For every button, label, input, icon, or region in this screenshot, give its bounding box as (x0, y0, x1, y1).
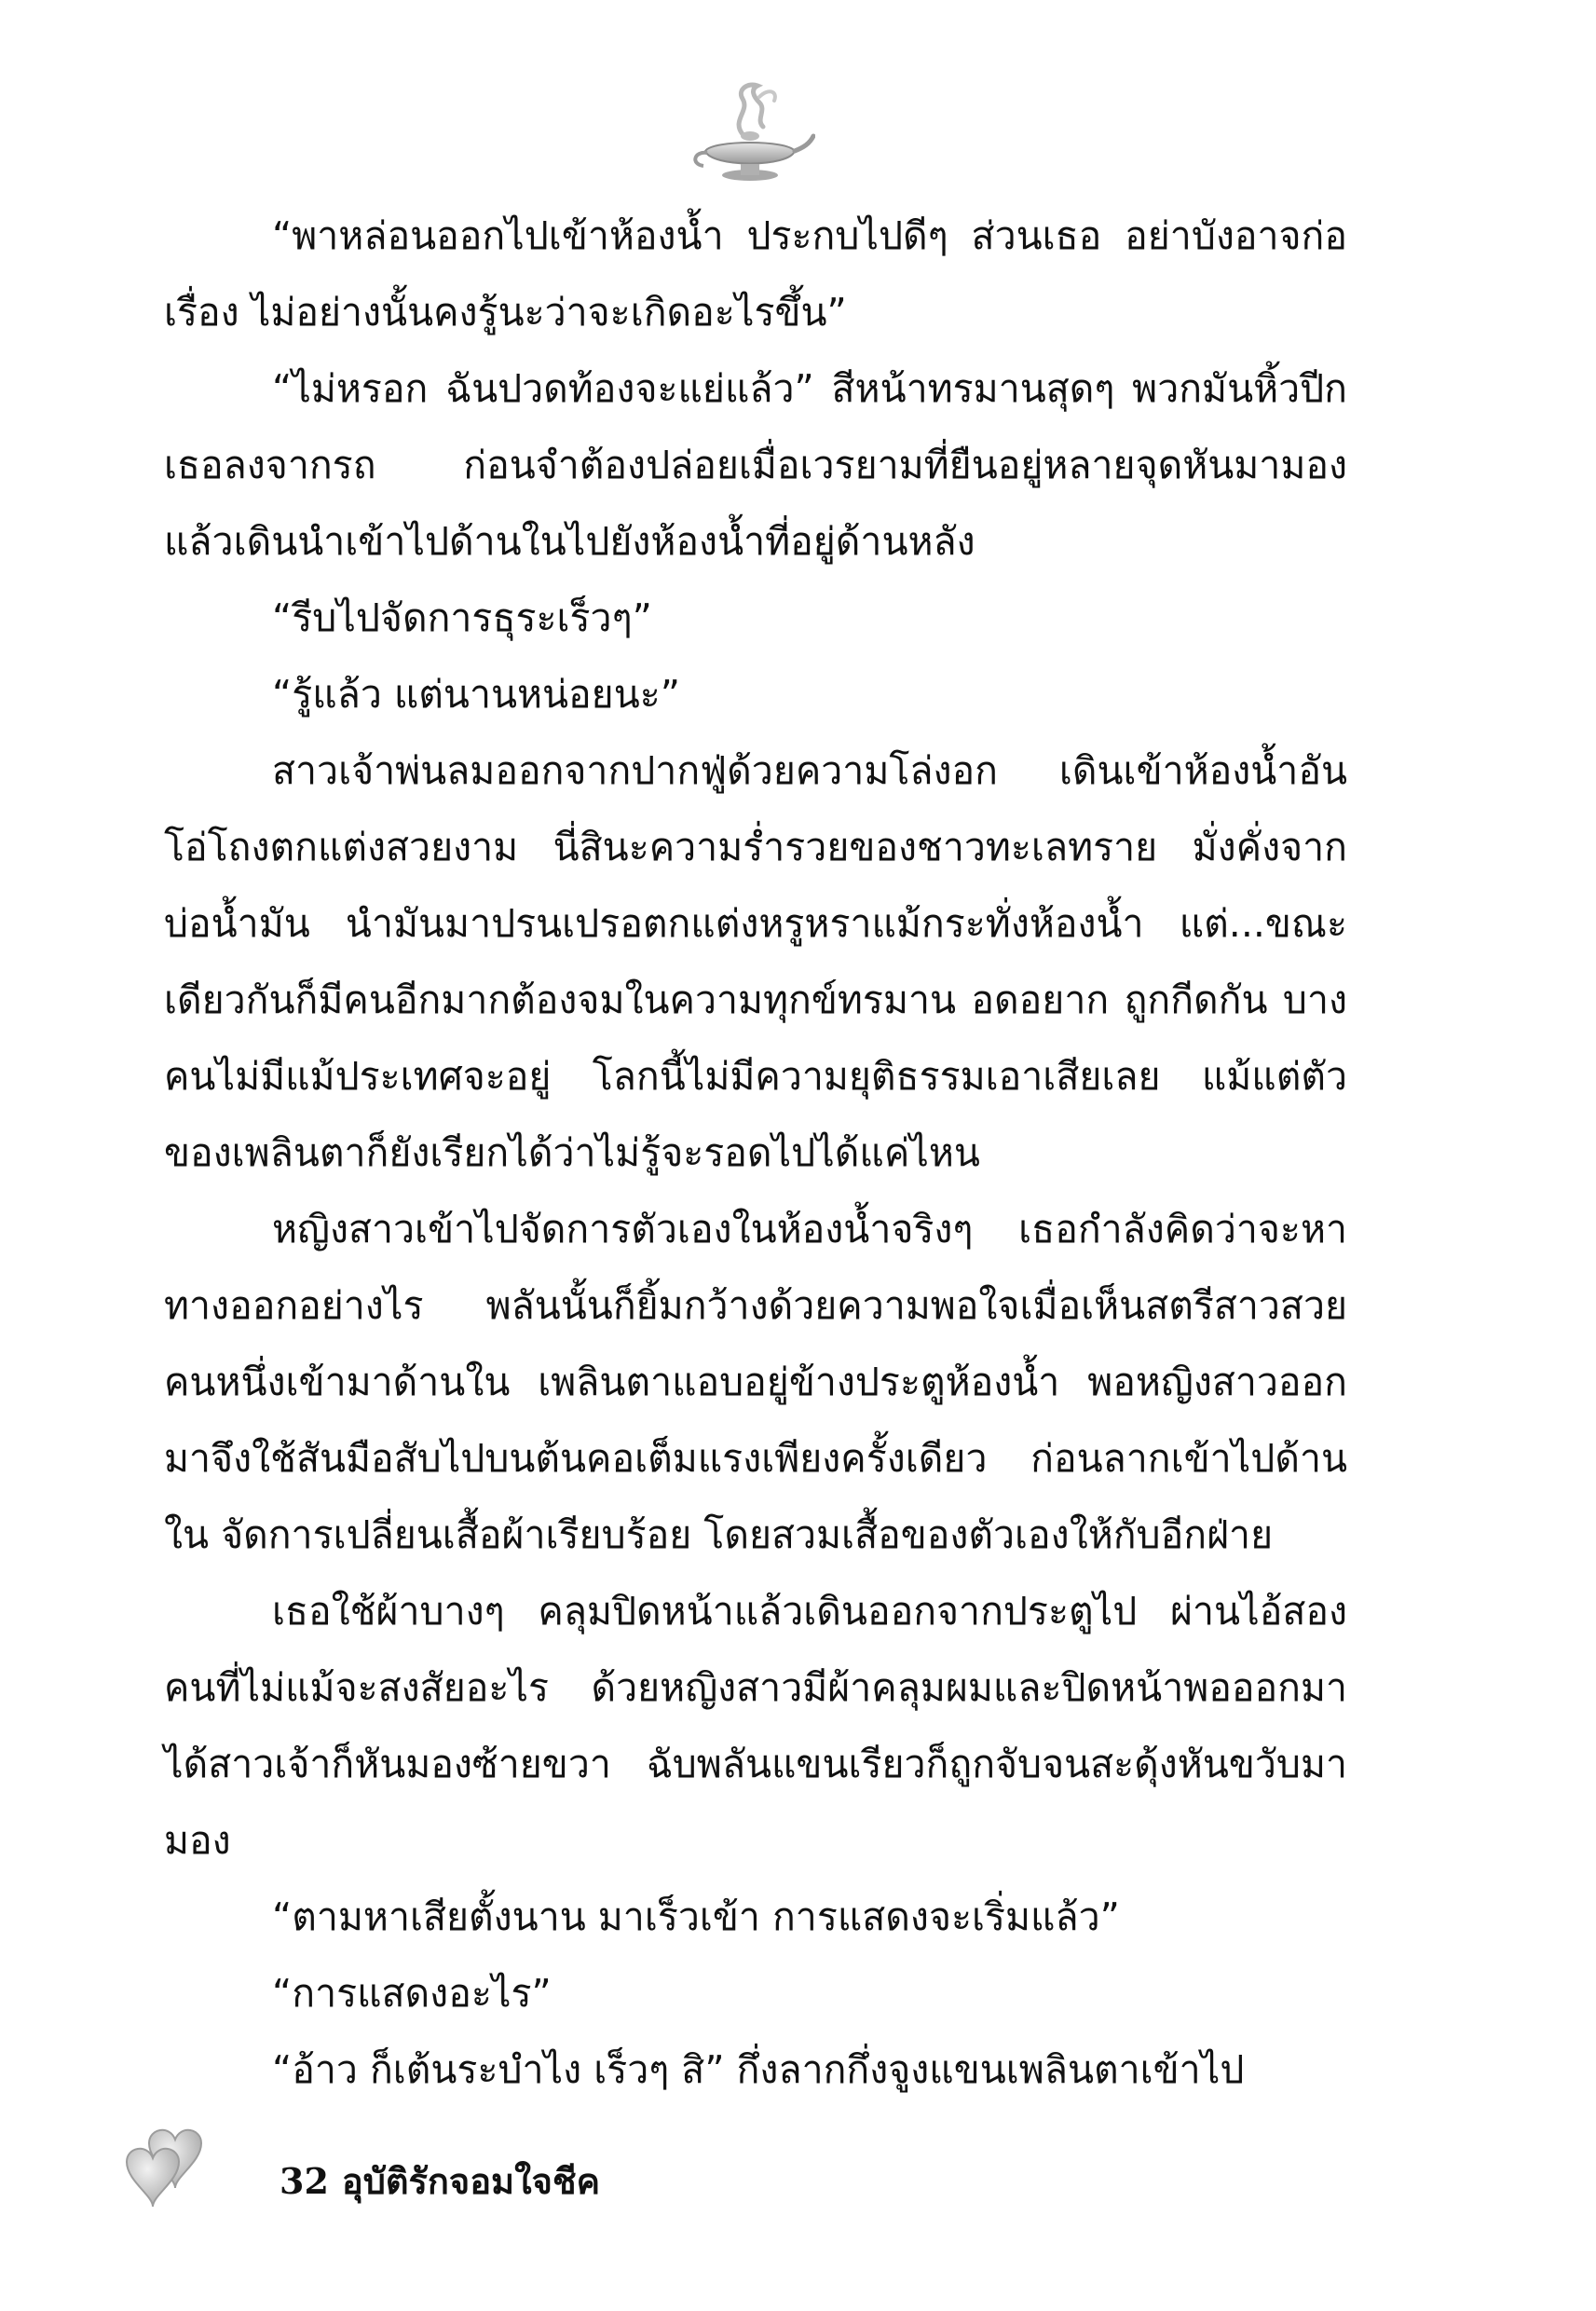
hearts-icon (112, 2115, 252, 2218)
genie-lamp-icon (685, 78, 815, 190)
paragraph: “รีบไปจัดการธุระเร็วๆ” (272, 595, 652, 640)
page-footer (112, 2115, 950, 2218)
paragraph: “ตามหาเสียตั้งนาน มาเร็วเข้า การแสดงจะเริ่มแล้ว” (272, 1894, 1120, 1939)
paragraph: “การแสดงอะไร” (272, 1971, 552, 2016)
paragraph: “อ้าว ก็เต้นระบำไง เร็วๆ สิ” กึ่งลากกึ่งจูงแขนเพลินตาเข้าไป (272, 2047, 1245, 2092)
paragraph: “ไม่หรอก ฉันปวดท้องจะแย่แล้ว” สีหน้าทรมานสุดๆ พวกมันหิ้วปีกเธอลงจากรถ ก่อนจำต้องปล่อยเมื่อเวรยามที่ยืนอยู่หลายจุดหันมามอง แล้วเดินนำเข้าไปด้านในไปยังห้องน้ำที่อยู่ด้านหลัง (164, 366, 1347, 564)
paragraph: “พาหล่อนออกไปเข้าห้องน้ำ ประกบไปดีๆ ส่วนเธอ อย่าบังอาจก่อเรื่อง ไม่อย่างนั้นคงรู้นะว่าจะเกิดอะไรขึ้น” (164, 213, 1347, 335)
page-number: 32 (280, 2160, 329, 2202)
paragraph: เธอใช้ผ้าบางๆ คลุมปิดหน้าแล้วเดินออกจากประตูไป ผ่านไอ้สองคนที่ไม่แม้จะสงสัยอะไร ด้วยหญิงสาวมีผ้าคลุมผมและปิดหน้าพอออกมาได้สาวเจ้าก็หันมองซ้ายขวา ฉับพลันแขนเรียวก็ถูกจับจนสะดุ้งหันขวับมามอง (164, 1589, 1347, 1863)
book-title: อุบัติรักจอมใจชีค (341, 2160, 601, 2202)
paragraph: หญิงสาวเข้าไปจัดการตัวเองในห้องน้ำจริงๆ เธอกำลังคิดว่าจะหาทางออกอย่างไร พลันนั้นก็ยิ้มกว้างด้วยความพอใจเมื่อเห็นสตรีสาวสวยคนหนึ่งเข้ามาด้านใน เพลินตาแอบอยู่ข้างประตูห้องน้ำ พอหญิงสาวออกมาจึงใช้สันมือสับไปบนต้นคอเต็มแรงเพียงครั้งเดียว ก่อนลากเข้าไปด้านใน จัดการเปลี่ยนเสื้อผ้าเรียบร้อย โดยสวมเสื้อของตัวเองให้กับอีกฝ่าย (164, 1207, 1347, 1557)
paragraph: สาวเจ้าพ่นลมออกจากปากฟู่ด้วยความโล่งอก เดินเข้าห้องน้ำอันโอ่โถงตกแต่งสวยงาม นี่สินะความร่ำรวยของชาวทะเลทราย มั่งคั่งจากบ่อน้ำมัน นำมันมาปรนเปรอตกแต่งหรูหราแม้กระทั่งห้องน้ำ แต่...ขณะเดียวกันก็มีคนอีกมากต้องจมในความทุกข์ทรมาน อดอยาก ถูกกีดกัน บางคนไม่มีแม้ประเทศจะอยู่ โลกนี้ไม่มีความยุติธรรมเอาเสียเลย แม้แต่ตัวของเพลินตาก็ยังเรียกได้ว่าไม่รู้จะรอดไปได้แค่ไหน (164, 748, 1347, 1175)
footer-caption (280, 2153, 600, 2209)
body-text (164, 198, 1347, 2108)
paragraph: “รู้แล้ว แต่นานหน่อยนะ” (272, 672, 680, 717)
